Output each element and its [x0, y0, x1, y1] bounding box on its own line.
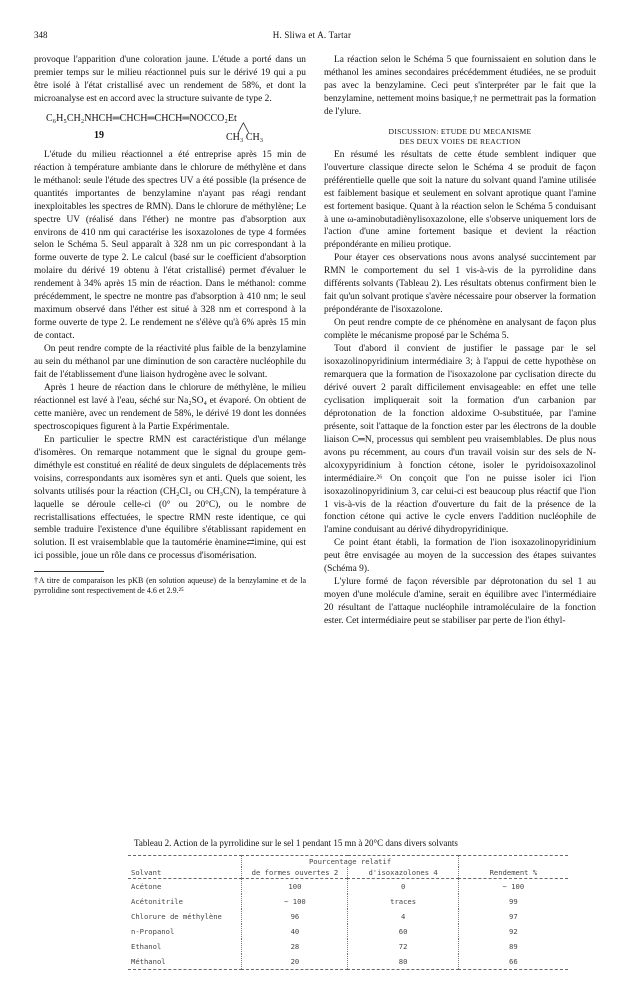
section-heading-line: DISCUSSION: ETUDE DU MECANISME — [388, 126, 532, 136]
table-cell: 89 — [509, 942, 518, 951]
table-cell: 40 — [242, 924, 348, 939]
table-cell: 72 — [348, 939, 458, 954]
table-cell: 66 — [509, 957, 518, 966]
table-cell: Acétonitrile — [128, 894, 242, 909]
table-row — [128, 924, 568, 939]
paragraph: En particulier le spectre RMN est caractéristique d'un mélange d'isomères. On remarque notamment que le signal du groupe gem-diméthyle est constitué en réalité de deux singulets de déplacements très voisins, correspondants aux isomères syn et anti. Quels que soient, les solvants utilisés pour la réaction (CH₂Cl₂ ou CH₃CN), la température à laquelle se déroule celle-ci (0° ou 20°C), ou le nombre de recristallisations effectuées, le spectre RMN reste identique, ce qui semble traduire l'existence d'une équilibre s'établissant rapidement en solution. Il est vraisemblable que la tautomérie ènamine⇄imine, qui est ici possible, joue un rôle dans ce processus d'isomérisation. — [34, 434, 306, 562]
table-cell: 100 — [242, 879, 348, 895]
table-row — [128, 939, 568, 954]
paragraph: L'étude du milieu réactionnel a été entreprise après 15 min de réaction à température ambiante dans le chlorure de méthylène et dans le méthanol: seule l'étude des spectres UV a été possible (la présence de quantités importantes de benzylamine n'ayant pas réagi rendant inexploitables les spectres de RMN). Dans le chlorure de méthylène; Le spectre UV (réalisé dans l'éther) ne montre pas d'absorption aux environs de 410 nm qui caractérise les isoxazolones de type 4 formées selon le Schéma 5. Seul apparaît à 328 nm un pic correspondant à la forme ouverte de type 2. Le calcul (basé sur le coefficient d'absorption molaire du dérivé 19 obtenu à l'état cristallisé) permet d'évaluer le rendement à 34% après 15 min de réaction. Dans le méthanol: comme précédemment, le spectre ne montre pas d'absorption à 410 nm; le seul maximum observé dans l'éther est situé à 328 nm et correspond à la forme ouverte de type 2. Le rendement ne s'élève qu'à 6% après 15 min de contact. — [34, 149, 306, 342]
section-heading — [324, 127, 596, 147]
paragraph: La réaction selon le Schéma 5 que fournissaient en solution dans le méthanol les amines secondaires précédemment étudiées, ne se produit pas avec la benzylamine. Ceci peut s'interpréter par le fait que la benzylamine, nettement moins basique,† ne permettrait pas la formation de l'ylure. — [324, 55, 596, 117]
compound-number: 19 — [94, 129, 104, 141]
column-header: Solvant — [128, 867, 242, 879]
table-cell: traces — [348, 894, 458, 909]
table-row — [128, 879, 568, 895]
paragraph: Pour étayer ces observations nous avons analysé succintement par RMN le comportement du sel 1 vis-à-vis de la pyrrolidine dans différents solvants (Tableau 2). Les résultats obtenus confirment bien le fait qu'un solvant protique s'avère nécessaire pour observer la formation prépondérante de l'isoxazolone. — [324, 253, 596, 316]
table-cell: 0 — [348, 879, 458, 895]
formula-text: C₆H₅CH₂NHCH═CHCH═CHCH═NOCCO₂Et — [46, 112, 237, 124]
paragraph: Après 1 heure de réaction dans le chlorure de méthylène, le milieu réactionnel est lavé à l'eau, séché sur Na₂SO₄ et évaporé. On obtient de cette manière, avec un rendement de 58%, le dérivé 19 dont les données spectroscopiques figurent à la Partie Expérimentale. — [34, 382, 306, 432]
paragraph: provoque l'apparition d'une coloration jaune. L'étude a porté dans un premier temps sur le milieu réactionnel puis sur le dérivé 19 qui a pu être isolé à l'état cristallisé avec un rendement de 58%, et dont la microanalyse est en accord avec la structure suivante de type 2. — [34, 55, 306, 104]
table-cell: 96 — [242, 909, 348, 924]
table-row — [128, 909, 568, 924]
table-row — [128, 954, 568, 970]
table-cell: Ethanol — [128, 939, 242, 954]
table-cell: 60 — [348, 924, 458, 939]
group-header: Pourcentage relatif — [242, 856, 458, 868]
table-caption: Tableau 2. Action de la pyrrolidine sur le sel 1 pendant 15 mn à 20°C dans divers solvants — [134, 838, 458, 848]
table-row — [128, 894, 568, 909]
column-header: de formes ouvertes 2 — [242, 867, 348, 879]
table-cell: Acétone — [128, 879, 242, 895]
paragraph: Ce point étant établi, la formation de l'ion isoxazolinopyridinium peut être envisagée au moyen de la succession des étapes suivantes (Schéma 9). — [324, 538, 596, 575]
running-head: H. Sliwa et A. Tartar — [272, 30, 352, 40]
footnote-divider — [34, 571, 104, 572]
table-cell: 4 — [348, 909, 458, 924]
footnote: †A titre de comparaison les pKB (en solution aqueuse) de la benzylamine et de la pyrrolidine sont respectivement de 4.6 et 2.9.²⁵ — [34, 576, 306, 596]
table-cell: 92 — [509, 927, 518, 936]
page-number: 348 — [34, 30, 48, 40]
paragraph: L'ylure formé de façon réversible par déprotonation du sel 1 au moyen d'une molécule d'amine, serait en équilibre avec l'intermédiaire 20 résultant de l'attaque nucléophile intramoléculaire de la fonction ester. Cet intermédiaire peut se stabiliser par perte de l'ion éthyl- — [324, 577, 596, 627]
table-cell: 99 — [509, 897, 518, 906]
table-cell: ∼ 100 — [242, 894, 348, 909]
formula-branch: ╱╲ — [238, 122, 249, 133]
paragraph: Tout d'abord il convient de justifier le passage par le sel isoxazolinopyridinium intermédiaire 3; à l'appui de cette hypothèse on remarquera que la formation de l'isoxazolone par cyclisation directe du dérivé ouvert 2 paraît difficilement envisageable: en effet une telle cyclisation impliquerait soit la formation d'un carbanion par déprotonation de la fonction aldoxime O-substituée, par l'amine présente, soit l'attaque de la fonction ester par les électrons de la double liaison C═N, processus qui semblent peu vraisemblables. De plus nous avons pu récemment, au cours d'un travail voisin sur des sels de N-alcoxypyridinium à fonction cétone, isoler le pyridoisoxazolinol intermédiaire.²⁶ On conçoit que l'on ne puisse isoler ici l'ion isoxazolinopyridinium 3, car celui-ci est beaucoup plus réactif que l'ion 1 vis-à-vis de la réaction d'ouverture du fait de la présence de la fonction cétone qui active le cycle envers l'addition nucléophile de l'amine conduisant au dérivé dihydropyridinique. — [324, 344, 596, 536]
paragraph: On peut rendre compte de la réactivité plus faible de la benzylamine au sein du méthanol par une diminution de son caractère nucléophile du fait de l'établissement d'une liaison hydrogène avec le solvant. — [34, 344, 306, 381]
table-cell: 97 — [509, 912, 518, 921]
results-table — [128, 855, 568, 970]
table-cell: n-Propanol — [128, 924, 242, 939]
formula-substituents: CH₃ CH₃ — [226, 131, 264, 143]
paragraph: En résumé les résultats de cette étude semblent indiquer que l'ouverture classique directe selon le Schéma 4 se produit de façon préférentielle quelle que soit la nature du solvant quand l'amine utilisée est faiblement basique et seulement en solvant aprotique quant l'amine est fortement basique. Quant à la réaction selon le Schéma 5 conduisant à une ω-aminobutadiènylisoxazolone, elle s'observe uniquement lors de l'action d'une amine fortement basique et devient la réaction prépondérante en milieu protique. — [324, 149, 596, 251]
table-cell: ∼ 100 — [502, 882, 525, 891]
table-cell: Méthanol — [128, 954, 242, 970]
right-column — [324, 54, 596, 628]
chemical-formula — [34, 112, 306, 147]
column-header: Rendement % — [489, 868, 538, 877]
left-column — [34, 54, 306, 596]
table-cell: Chlorure de méthylène — [128, 909, 242, 924]
table-cell: 80 — [348, 954, 458, 970]
section-heading-line: DES DEUX VOIES DE REACTION — [399, 136, 521, 146]
table-cell: 20 — [242, 954, 348, 970]
column-header: d'isoxazolones 4 — [348, 867, 458, 879]
table-cell: 28 — [242, 939, 348, 954]
paragraph: On peut rendre compte de ce phénomène en analysant de façon plus complète le mécanisme proposé par le Schéma 5. — [324, 318, 596, 342]
